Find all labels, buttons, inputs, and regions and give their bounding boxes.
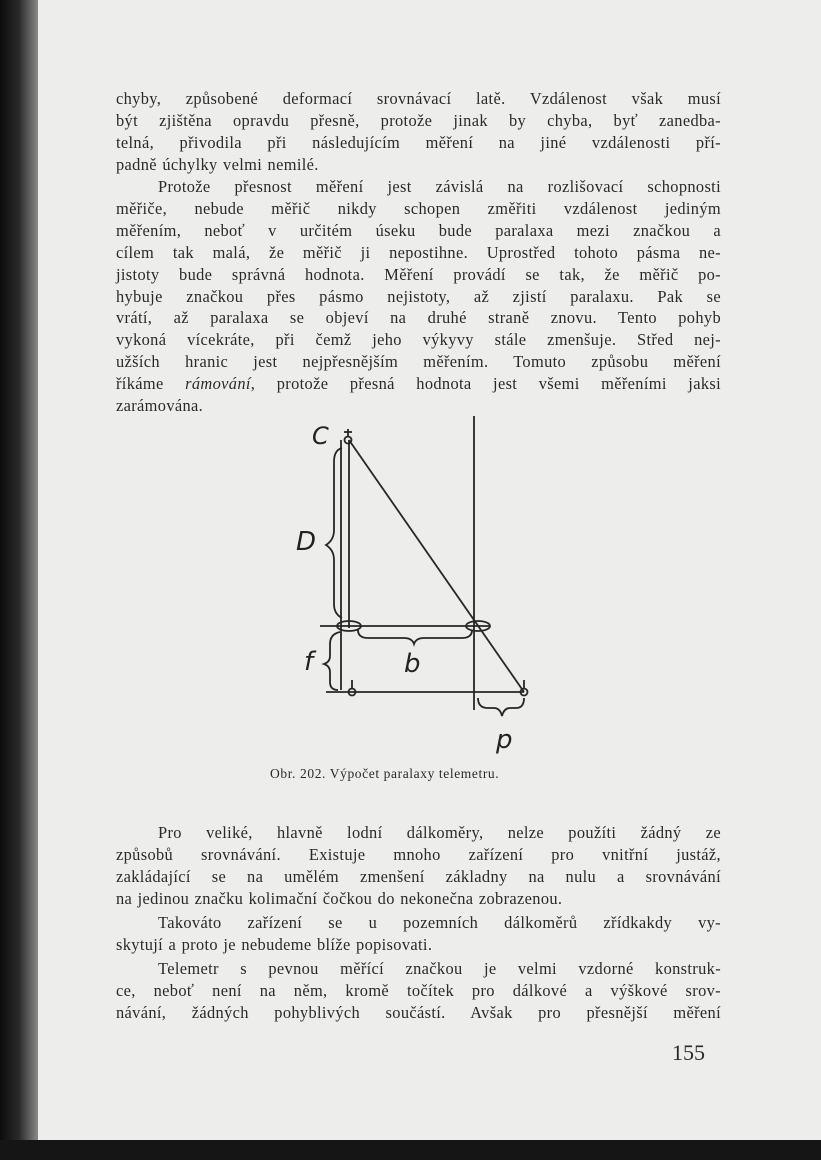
text-line: padně úchylky velmi nemilé. bbox=[116, 154, 319, 174]
text-line: jistoty bude správná hodnota. Měření provádí se tak, že měřič po- bbox=[116, 264, 721, 284]
brace-p bbox=[478, 698, 524, 716]
text-line: být zjištěna opravdu přesně, protože jinak by chyba, byť zanedba- bbox=[116, 110, 721, 130]
text-line: telná, přivodila při následujícím měření na jiné vzdálenosti pří- bbox=[116, 132, 721, 152]
text-line: chyby, způsobené deformací srovnávací latě. Vzdálenost však musí bbox=[116, 89, 721, 108]
label-b: b bbox=[404, 649, 421, 679]
paragraph-4 bbox=[116, 912, 721, 956]
text-line: vrátí, až paralaxa se objeví na druhé straně znovu. Tento pohyb bbox=[116, 308, 721, 328]
text-fragment: , protože přesná hodnota jest všemi měřeními jaksi bbox=[250, 374, 721, 394]
label-d: D bbox=[296, 527, 317, 557]
text-line: Protože přesnost měření jest závislá na rozlišovací schopnosti bbox=[158, 177, 721, 196]
page-number: 155 bbox=[672, 1040, 705, 1065]
text-line: měřiče, nebude měřič nikdy schopen změřiti vzdálenost jediným bbox=[116, 198, 721, 218]
brace-d bbox=[326, 448, 342, 618]
target-point-c bbox=[345, 437, 352, 444]
text-fragment: říkáme bbox=[116, 374, 186, 394]
paragraph-5 bbox=[116, 958, 721, 1024]
figure-caption: Obr. 202. Výpočet paralaxy telemetru. bbox=[270, 766, 500, 781]
paragraph-3 bbox=[116, 822, 721, 910]
text-line: návání, žádných pohyblivých součástí. Avšak pro přesnější měření bbox=[116, 1002, 721, 1022]
emphasis-term: rámování bbox=[185, 374, 251, 394]
text-line: způsobů srovnávání. Existuje mnoho zařízení pro vnitřní justáž, bbox=[116, 844, 721, 864]
text-line: zakládající se na umělém zmenšení základny na nulu a srovnávání bbox=[116, 866, 721, 886]
text-line: ce, neboť není na něm, kromě točítek pro dálkové a výškové srov- bbox=[116, 980, 721, 1000]
text-line: Pro veliké, hlavně lodní dálkoměry, nelze použíti žádný ze bbox=[158, 823, 721, 842]
brace-b bbox=[358, 630, 472, 644]
text-line: Telemetr s pevnou měřící značkou je velmi vzdorné konstruk- bbox=[158, 959, 721, 978]
text-line: vykoná vícekráte, při čemž jeho výkyvy stále zmenšuje. Střed nej- bbox=[116, 330, 721, 350]
label-p: p bbox=[496, 725, 513, 755]
text-line: hybuje značkou přes pásmo nejistoty, až zjistí paralaxu. Pak se bbox=[116, 286, 721, 306]
text-line: cílem tak malá, že měřič ji nepostihne. Uprostřed tohoto pásma ne- bbox=[116, 242, 721, 262]
text-line: Takovátо zařízení se u pozemních dálkoměrů zřídkakdy vy- bbox=[158, 913, 721, 932]
text-line: užších hranic jest nejpřesnějším měřením. Tomuto způsobu měření bbox=[116, 352, 721, 372]
text-line: na jedinou značku kolimační čočkou do nekonečna zobrazenou. bbox=[116, 888, 563, 908]
text-line: měřením, neboť v určitém úseku bude paralaxa mezi značkou a bbox=[116, 220, 721, 240]
brace-f bbox=[324, 632, 340, 690]
text-line: skytují a proto je nebudeme blíže popisovati. bbox=[116, 934, 433, 954]
label-f: f bbox=[304, 647, 314, 677]
diagonal-ray bbox=[349, 440, 524, 692]
label-c: C bbox=[312, 422, 329, 450]
text-line: zarámována. bbox=[116, 396, 204, 416]
